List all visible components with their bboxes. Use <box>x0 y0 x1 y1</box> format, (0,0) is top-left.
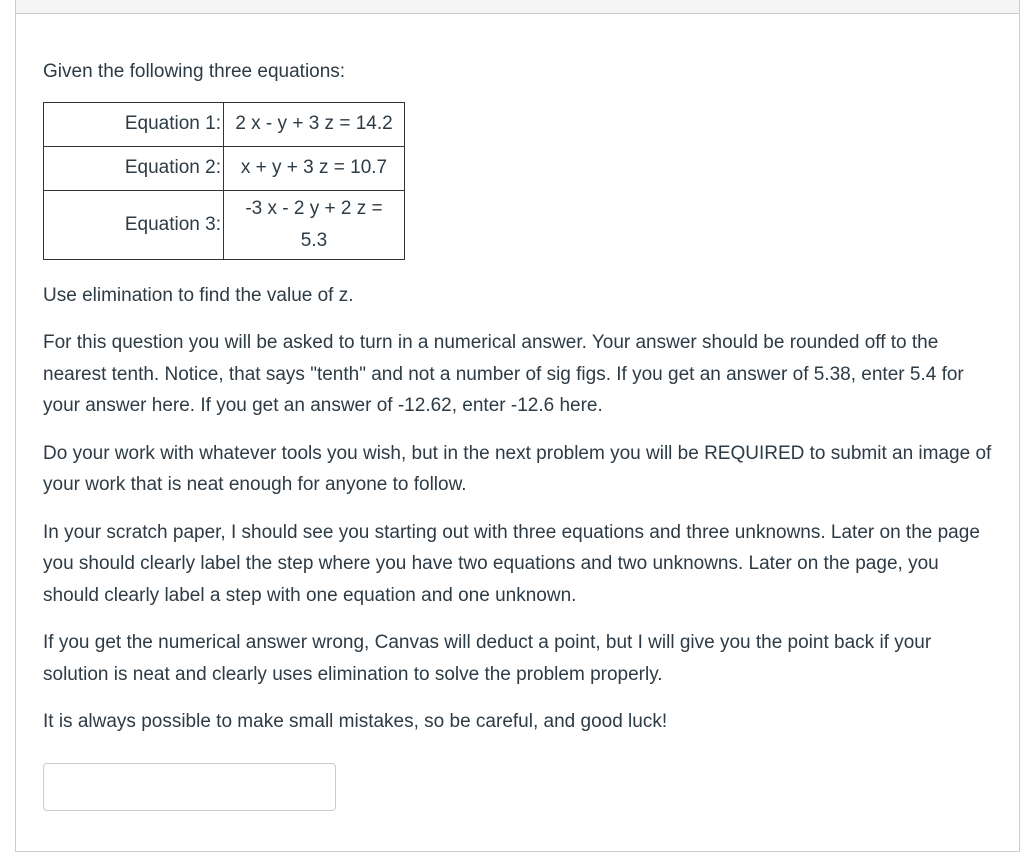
equation-label: Equation 3: <box>44 190 224 259</box>
question-paragraph: For this question you will be asked to turn in a numerical answer. Your answer should be rounded off to the nearest tenth. Notice, that says "tenth" and not a number of sig figs. If you get an answer of 5.38, enter 5.4 for your answer here. If you get an answer of -12.62, enter -12.6 here. <box>43 332 964 416</box>
equation-row <box>44 146 405 190</box>
question-paragraph: Do your work with whatever tools you wish, but in the next problem you will be REQUIRED to submit an image of your work that is neat enough for anyone to follow. <box>43 442 992 495</box>
equations-table <box>43 102 405 260</box>
equation-label: Equation 1: <box>44 102 224 146</box>
equation-expression-line: 5.3 <box>300 229 328 251</box>
equation-label: Equation 2: <box>44 146 224 190</box>
question-instruction: Use elimination to find the value of z. <box>43 284 354 306</box>
equation-row <box>44 190 405 259</box>
question-paragraph: In your scratch paper, I should see you starting out with three equations and three unknowns. Later on the page you should clearly label the step where you have two equations and two unknowns. Later on the page, you should clearly label a step with one equation and one unknown. <box>43 521 980 606</box>
question-header <box>16 0 1019 14</box>
numerical-answer-input[interactable] <box>43 763 336 811</box>
equation-expression-line: -3 x - 2 y + 2 z = <box>245 197 383 219</box>
equation-row <box>44 102 405 146</box>
question-intro: Given the following three equations: <box>43 61 346 82</box>
question-card <box>15 0 1020 852</box>
question-paragraph: It is always possible to make small mistakes, so be careful, and good luck! <box>43 711 668 732</box>
equation-expression <box>224 190 405 259</box>
equation-expression: 2 x - y + 3 z = 14.2 <box>224 102 405 146</box>
equation-expression: x + y + 3 z = 10.7 <box>224 146 405 190</box>
question-paragraph: If you get the numerical answer wrong, Canvas will deduct a point, but I will give you the point back if your solution is neat and clearly uses elimination to solve the problem properly. <box>43 632 932 685</box>
question-text <box>43 56 998 754</box>
